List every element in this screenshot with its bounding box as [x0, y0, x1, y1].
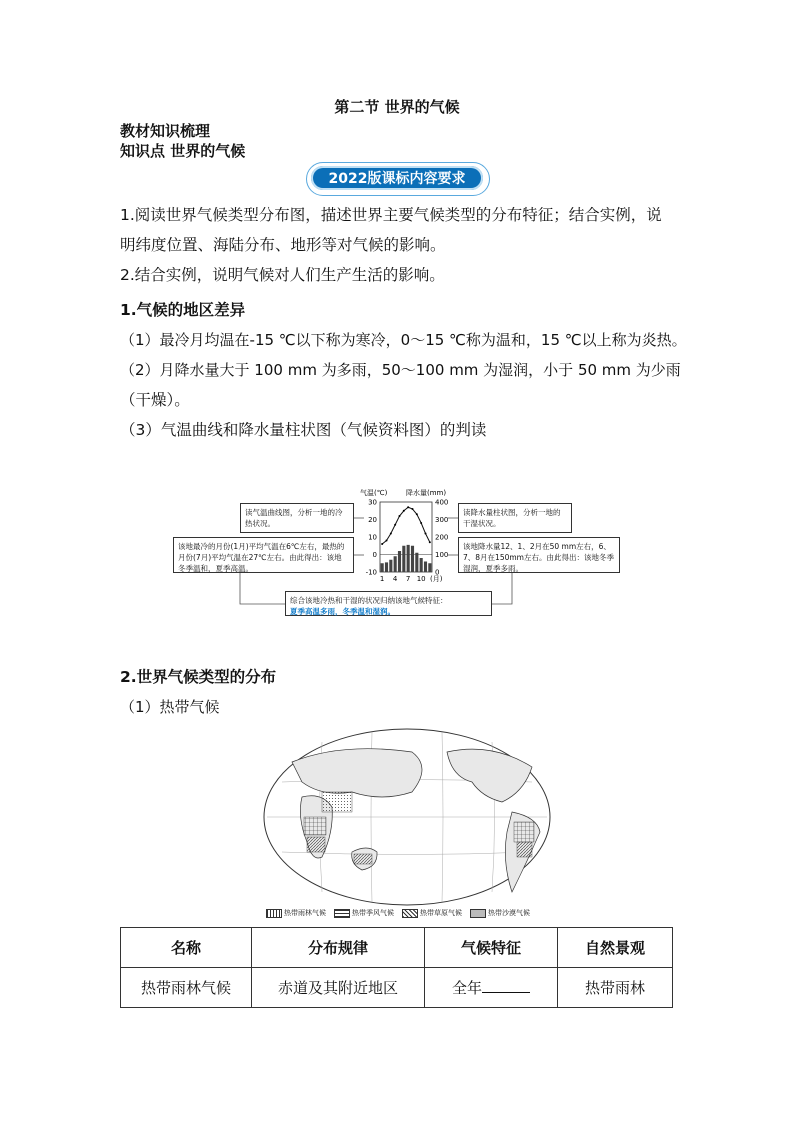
right-note-bottom: 该地降水量12、1、2月在50 mm左右，6、7、8月在150mm左右。由此得出：该地冬季湿润，夏季多雨。: [458, 537, 620, 573]
precip-tick-label: 0: [435, 568, 440, 577]
temp-point: [399, 515, 401, 517]
sub1-line: （2）月降水量大于 100 mm 为多雨，50～100 mm 为湿润，小于 50 mm 为少雨: [120, 361, 681, 379]
precip-tick-label: 200: [435, 533, 449, 542]
requirement-line: 明纬度位置、海陆分布、地形等对气候的影响。: [120, 236, 446, 254]
table-header: 名称: [121, 928, 252, 968]
requirement-line: 2.结合实例，说明气候对人们生产生活的影响。: [120, 266, 445, 284]
precip-bar: [424, 562, 427, 573]
temp-point: [386, 540, 388, 542]
precip-bar: [389, 560, 392, 572]
month-axis-label: (月): [430, 575, 443, 583]
month-tick-label: 1: [379, 575, 385, 583]
temp-tick-label: 0: [372, 551, 377, 559]
conclusion-highlight: 夏季高温多雨，冬季温和湿润。: [290, 607, 395, 616]
climate-chart: [358, 486, 458, 586]
sub2-heading: 2.世界气候类型的分布: [120, 668, 277, 686]
table-cell: 热带雨林气候: [121, 968, 252, 1008]
temp-point: [407, 506, 409, 508]
precip-bar: [402, 546, 405, 572]
precip-bar: [420, 558, 423, 572]
temp-point: [381, 543, 383, 545]
temp-tick-label: 10: [368, 533, 377, 542]
precip-bar: [394, 556, 397, 572]
temp-axis-label: 气温(℃): [360, 489, 388, 497]
right-note-top: 读降水量柱状图，分析一地的干湿状况。: [458, 503, 572, 533]
precip-bar: [407, 545, 410, 572]
month-tick-label: 7: [405, 575, 411, 583]
temp-tick-label: 20: [368, 516, 377, 524]
left-note-bottom: 该地最冷的月份(1月)平均气温在6℃左右，最热的月份(7月)平均气温在27℃左右。由此得出：该地冬季温和，夏季高温。: [173, 537, 354, 573]
sub1-line: （干燥）。: [120, 391, 190, 409]
table-cell: 赤道及其附近地区: [252, 968, 425, 1008]
page-title: 第二节 世界的气候: [334, 98, 460, 116]
sub2-item1: （1）热带气候: [120, 698, 220, 716]
answer-blank[interactable]: [482, 978, 530, 993]
temp-point: [403, 510, 405, 512]
sub1-heading: 1.气候的地区差异: [120, 301, 246, 319]
table-header: 分布规律: [252, 928, 425, 968]
curriculum-badge: 2022版课标内容要求: [311, 166, 483, 190]
precip-tick-label: 300: [435, 516, 449, 524]
precip-bar: [381, 563, 384, 572]
precip-bar: [385, 562, 388, 572]
legend-item: 热带草原气候: [402, 908, 462, 918]
table-header-row: [121, 928, 673, 968]
world-map: [262, 722, 552, 912]
temp-line: [382, 507, 430, 544]
temp-point: [420, 522, 422, 524]
precip-axis-label: 降水量(mm): [406, 489, 447, 497]
legend-item: 热带季风气候: [334, 908, 394, 918]
precip-bar: [428, 563, 431, 572]
precip-tick-label: 400: [435, 498, 449, 507]
temp-tick-label: 30: [368, 498, 377, 507]
climate-table: [120, 927, 673, 1008]
month-tick-label: 10: [416, 575, 426, 583]
temp-point: [412, 508, 414, 510]
left-note-top: 读气温曲线图，分析一地的冷热状况。: [240, 503, 354, 533]
temp-point: [416, 513, 418, 515]
map-legend: [266, 908, 530, 918]
conclusion-text: 综合该地冷热和干湿的状况归纳该地气候特征：: [290, 596, 448, 605]
temp-point: [390, 533, 392, 535]
section-heading: 教材知识梳理: [120, 122, 211, 140]
temp-tick-label: -10: [365, 568, 377, 577]
table-row: [121, 968, 673, 1008]
table-header: 自然景观: [558, 928, 673, 968]
temp-point: [425, 533, 427, 535]
sub1-line: （3）气温曲线和降水量柱状图（气候资料图）的判读: [120, 421, 487, 439]
precip-bar: [415, 553, 418, 572]
sub1-line: （1）最冷月均温在-15 ℃以下称为寒冷，0～15 ℃称为温和，15 ℃以上称为炎热。: [120, 331, 687, 349]
table-cell: 热带雨林: [558, 968, 673, 1008]
legend-item: 热带沙漠气候: [470, 908, 530, 918]
table-header: 气候特征: [425, 928, 558, 968]
temp-point: [394, 524, 396, 526]
precip-bar: [398, 551, 401, 572]
precip-tick-label: 100: [435, 551, 449, 559]
knowledge-point: 知识点 世界的气候: [120, 142, 246, 160]
precip-bar: [411, 546, 414, 572]
temp-point: [429, 541, 431, 543]
legend-item: 热带雨林气候: [266, 908, 326, 918]
table-cell: 全年: [425, 968, 558, 1008]
month-tick-label: 4: [392, 575, 398, 583]
requirement-line: 1.阅读世界气候类型分布图，描述世界主要气候类型的分布特征；结合实例，说: [120, 206, 662, 224]
